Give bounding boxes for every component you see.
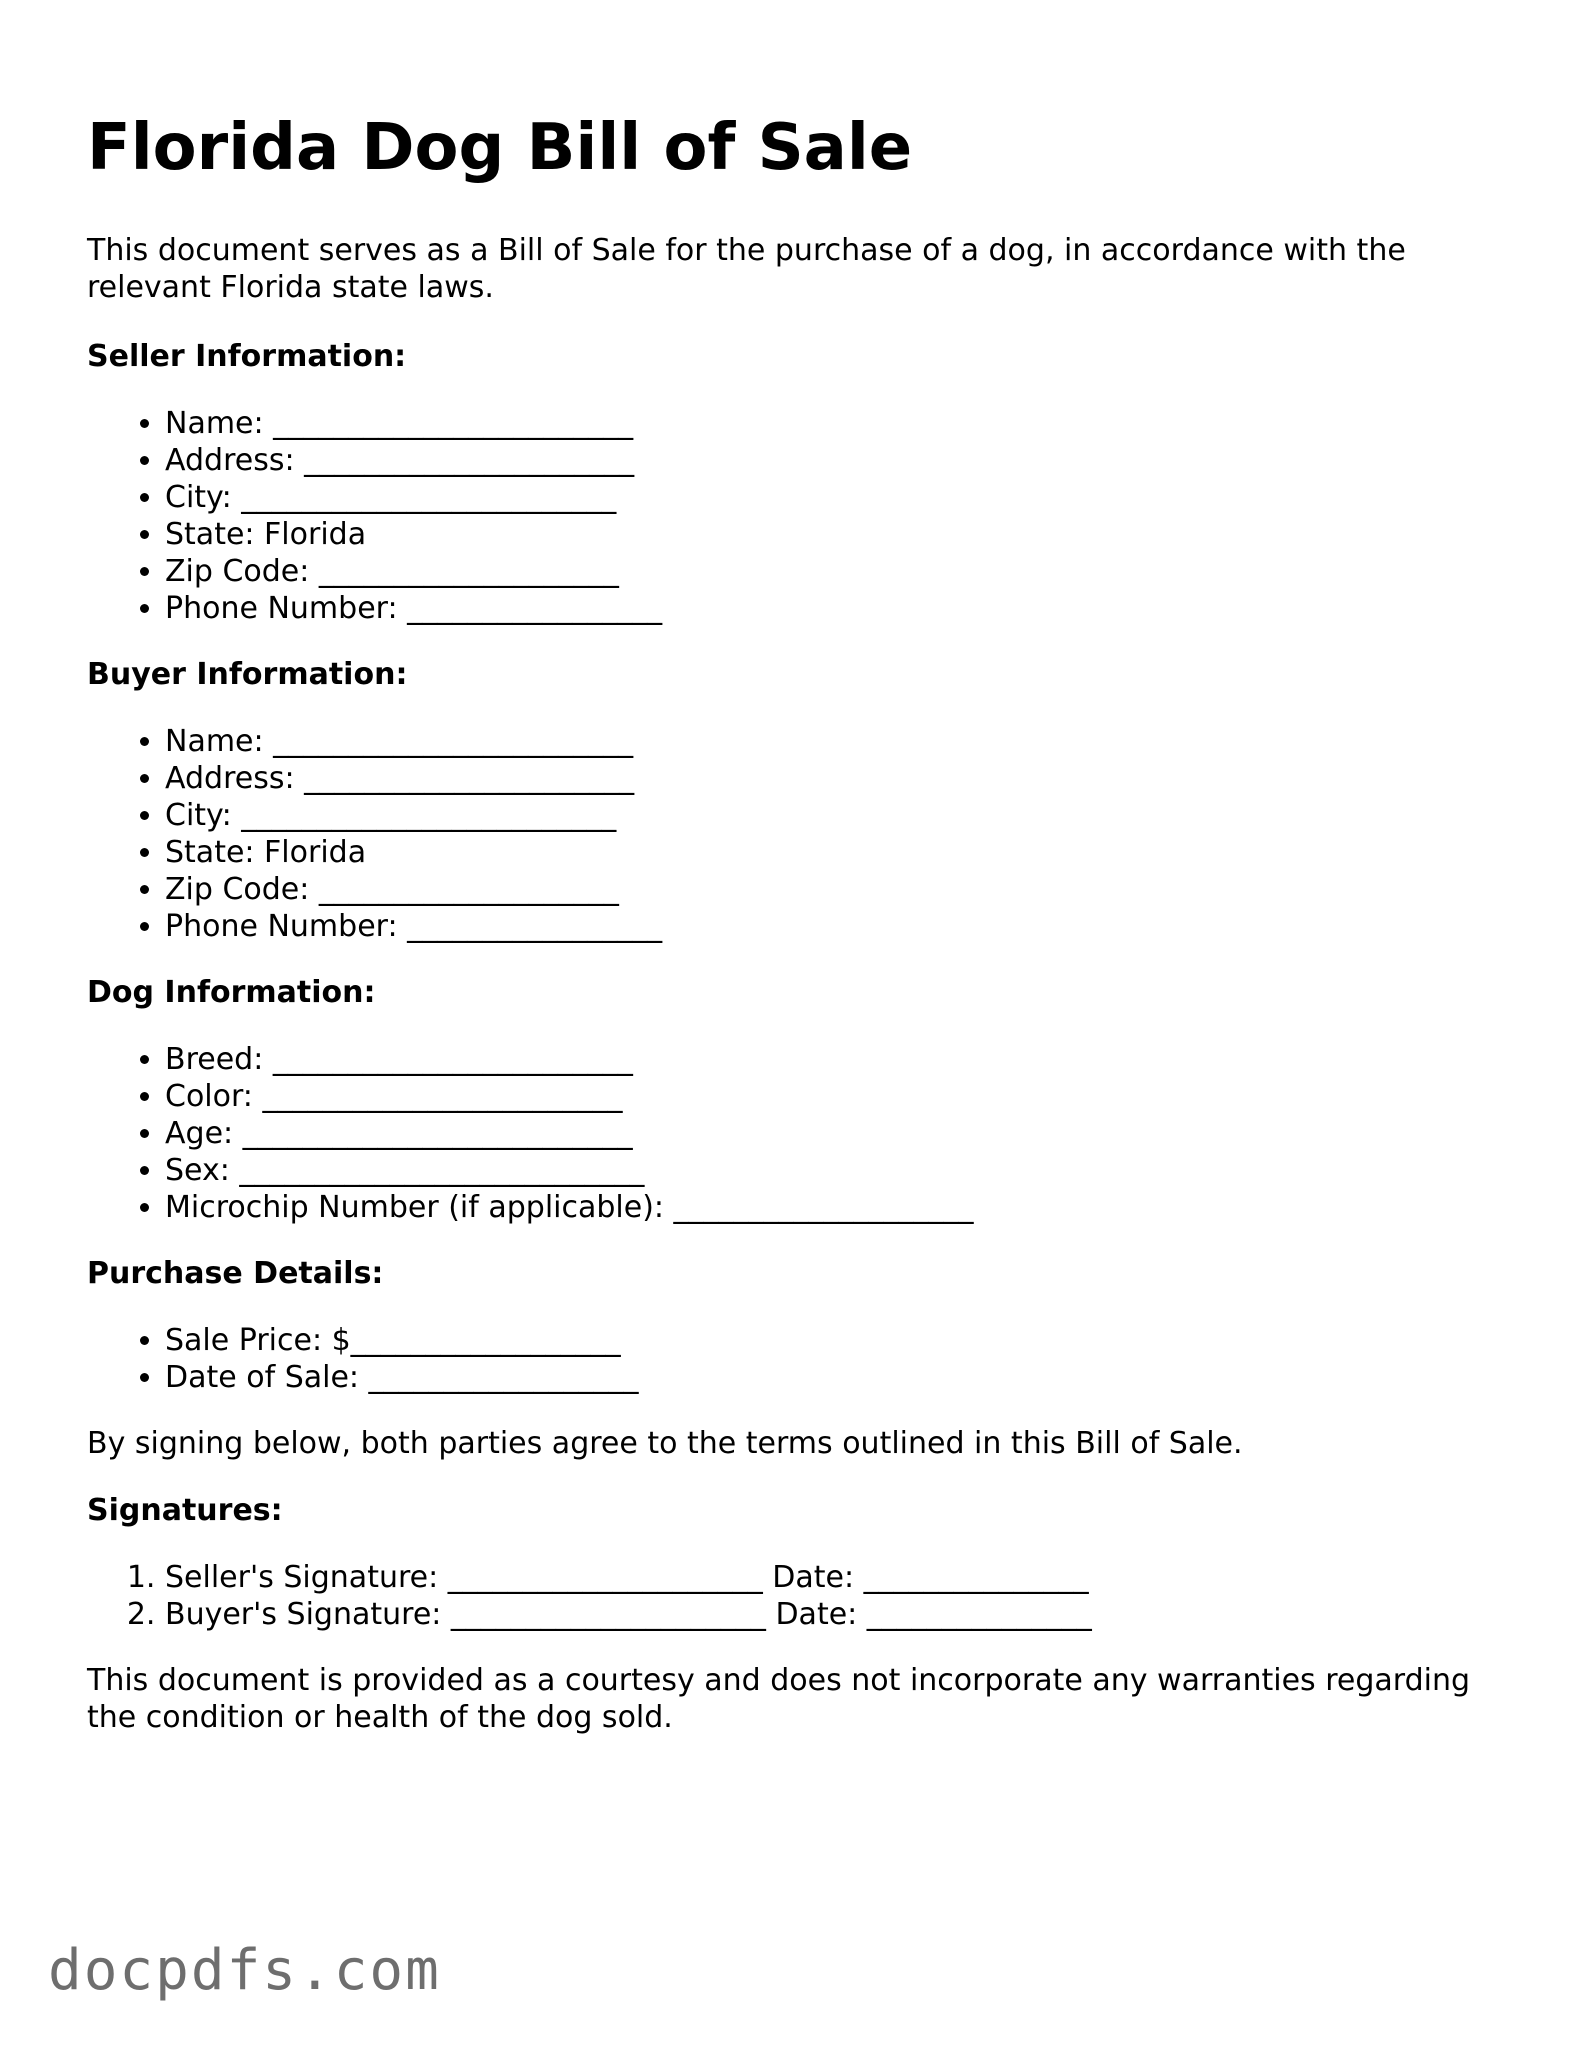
dog-microchip-field: • Microchip Number (if applicable): ____________________ <box>165 1189 1507 1226</box>
buyer-heading: Buyer Information: <box>87 657 408 692</box>
buyer-name-field: • Name: ________________________ <box>165 723 1507 760</box>
watermark-text: docpdfs.com <box>48 1938 441 2003</box>
seller-phone-field: • Phone Number: _________________ <box>165 590 1507 627</box>
dog-list <box>87 1041 1507 1226</box>
dog-color-field: • Color: ________________________ <box>165 1078 1507 1115</box>
signatures-list <box>87 1559 1507 1633</box>
seller-city-field: • City: _________________________ <box>165 479 1507 516</box>
sale-price-field: • Sale Price: $__________________ <box>165 1322 1507 1359</box>
seller-name-field: • Name: ________________________ <box>165 405 1507 442</box>
disclaimer-paragraph: This document is provided as a courtesy and does not incorporate any warranties regarding the condition or health of the dog sold. <box>87 1663 1471 1735</box>
buyer-phone-field: • Phone Number: _________________ <box>165 908 1507 945</box>
buyer-zip-field: • Zip Code: ____________________ <box>165 871 1507 908</box>
buyer-address-field: • Address: ______________________ <box>165 760 1507 797</box>
signatures-heading: Signatures: <box>87 1493 283 1528</box>
seller-address-field: • Address: ______________________ <box>165 442 1507 479</box>
document-page <box>87 108 1507 1766</box>
intro-paragraph: This document serves as a Bill of Sale for the purchase of a dog, in accordance with the relevant Florida state laws. <box>87 233 1406 305</box>
purchase-list <box>87 1322 1507 1396</box>
buyer-signature-line: 2. Buyer's Signature: _____________________ Date: _______________ <box>165 1596 1507 1633</box>
seller-state-field: • State: Florida <box>165 516 1507 553</box>
dog-heading: Dog Information: <box>87 975 376 1010</box>
seller-heading: Seller Information: <box>87 339 407 374</box>
dog-breed-field: • Breed: ________________________ <box>165 1041 1507 1078</box>
buyer-state-field: • State: Florida <box>165 834 1507 871</box>
dog-sex-field: • Sex: ___________________________ <box>165 1152 1507 1189</box>
seller-zip-field: • Zip Code: ____________________ <box>165 553 1507 590</box>
date-of-sale-field: • Date of Sale: __________________ <box>165 1359 1507 1396</box>
seller-signature-line: 1. Seller's Signature: _____________________ Date: _______________ <box>165 1559 1507 1596</box>
agreement-paragraph: By signing below, both parties agree to the terms outlined in this Bill of Sale. <box>87 1426 1243 1461</box>
seller-list <box>87 405 1507 627</box>
document-title: Florida Dog Bill of Sale <box>87 111 913 185</box>
purchase-heading: Purchase Details: <box>87 1256 384 1291</box>
buyer-list <box>87 723 1507 945</box>
dog-age-field: • Age: __________________________ <box>165 1115 1507 1152</box>
buyer-city-field: • City: _________________________ <box>165 797 1507 834</box>
